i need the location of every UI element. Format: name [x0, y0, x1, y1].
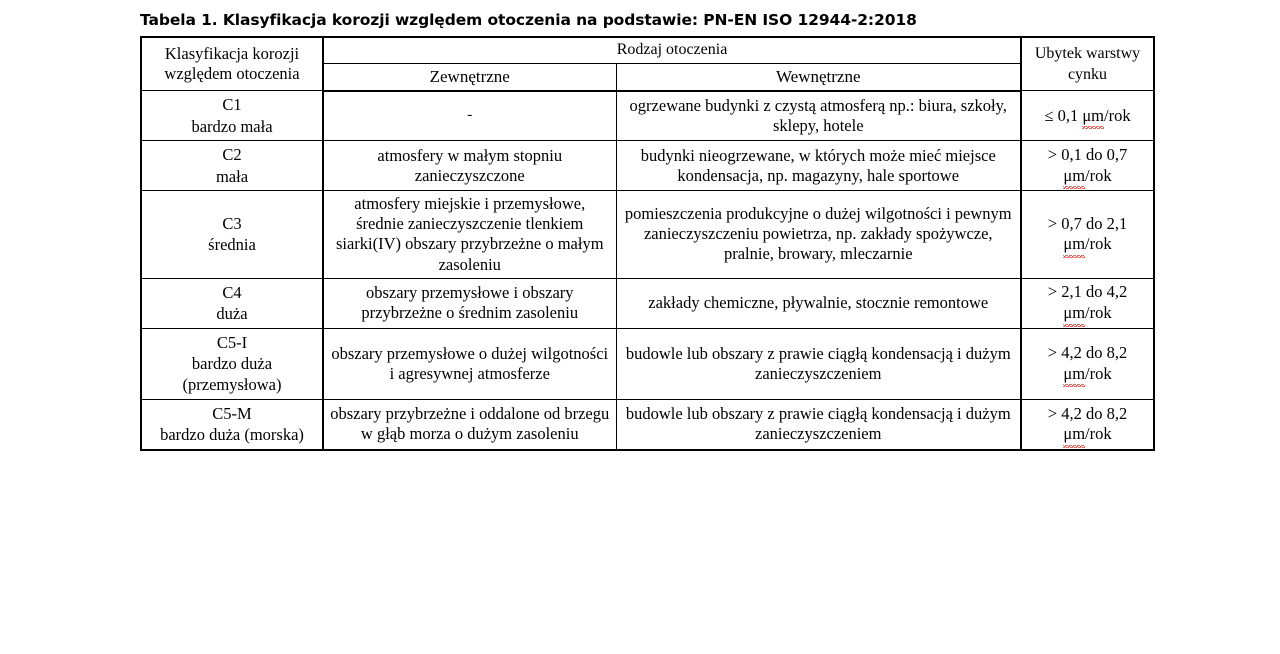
corrosion-class-code: C4: [222, 282, 242, 302]
header-external: Zewnętrzne: [323, 63, 616, 91]
cell-corrosion-class: [141, 141, 323, 191]
table-row: [141, 91, 1154, 141]
zinc-loss-unit-misspelled: μm: [1063, 234, 1086, 254]
zinc-loss-value: ≤ 0,1: [1044, 105, 1083, 125]
cell-external-environment: obszary przemysłowe o dużej wilgotności i agresywnej atmosferze: [323, 328, 616, 399]
cell-zinc-loss: [1021, 278, 1154, 328]
cell-zinc-loss: [1021, 399, 1154, 449]
corrosion-class-severity: mała: [215, 166, 249, 186]
zinc-loss-unit-suffix: /rok: [1085, 303, 1112, 323]
cell-corrosion-class: [141, 191, 323, 279]
table-container: [140, 36, 1153, 451]
zinc-loss-unit-suffix: /rok: [1085, 234, 1112, 254]
cell-internal-environment: zakłady chemiczne, pływalnie, stocznie remontowe: [616, 278, 1021, 328]
cell-zinc-loss: [1021, 141, 1154, 191]
corrosion-class-severity: bardzo mała: [191, 116, 273, 136]
table-row: [141, 278, 1154, 328]
cell-corrosion-class: [141, 278, 323, 328]
cell-internal-environment: budowle lub obszary z prawie ciągłą kondensacją i dużym zanieczyszczeniem: [616, 399, 1021, 449]
page-title: Tabela 1. Klasyfikacja korozji względem otoczenia na podstawie: PN-EN ISO 12944-2:2018: [140, 11, 917, 29]
cell-zinc-loss: [1021, 191, 1154, 279]
cell-external-environment: obszary przemysłowe i obszary przybrzeżne o średnim zasoleniu: [323, 278, 616, 328]
zinc-loss-value: > 4,2 do 8,2: [1047, 343, 1128, 363]
corrosion-class-code: C3: [222, 213, 242, 233]
table-row: [141, 191, 1154, 279]
table-header: [141, 37, 1154, 91]
corrosion-class-severity: średnia: [208, 235, 256, 255]
cell-internal-environment: pomieszczenia produkcyjne o dużej wilgotności i pewnym zanieczyszczeniu powietrza, np. zakłady spożywcze, pralnie, browary, mleczarnie: [616, 191, 1021, 279]
table-row: [141, 328, 1154, 399]
header-row-group: [141, 37, 1154, 63]
cell-corrosion-class: [141, 91, 323, 141]
table-row: [141, 399, 1154, 449]
corrosion-class-severity: duża: [216, 304, 248, 324]
corrosion-classification-table: [140, 36, 1155, 451]
table-body: [141, 91, 1154, 450]
cell-zinc-loss: [1021, 91, 1154, 141]
corrosion-class-code: C1: [222, 95, 242, 115]
zinc-loss-unit-misspelled: μm: [1063, 303, 1086, 323]
cell-external-environment: obszary przybrzeżne i oddalone od brzegu w głąb morza o dużym zasoleniu: [323, 399, 616, 449]
cell-zinc-loss: [1021, 328, 1154, 399]
cell-external-environment: -: [323, 91, 616, 141]
cell-corrosion-class: [141, 328, 323, 399]
zinc-loss-unit-misspelled: μm: [1063, 424, 1086, 444]
cell-external-environment: atmosfery w małym stopniu zanieczyszczone: [323, 141, 616, 191]
zinc-loss-unit-suffix: /rok: [1104, 105, 1131, 125]
cell-internal-environment: budynki nieogrzewane, w których może mieć miejsce kondensacja, np. magazyny, hale sportowe: [616, 141, 1021, 191]
header-internal: Wewnętrzne: [616, 63, 1021, 91]
zinc-loss-unit-suffix: /rok: [1085, 165, 1112, 185]
header-zinc-loss: Ubytek warstwy cynku: [1021, 37, 1154, 91]
table-row: [141, 141, 1154, 191]
corrosion-class-severity: bardzo duża (morska): [160, 425, 304, 445]
cell-corrosion-class: [141, 399, 323, 449]
zinc-loss-unit-misspelled: μm: [1063, 363, 1086, 383]
zinc-loss-value: > 4,2 do 8,2: [1047, 403, 1128, 423]
zinc-loss-unit-misspelled: μm: [1082, 105, 1105, 125]
cell-internal-environment: budowle lub obszary z prawie ciągłą kondensacją i dużym zanieczyszczeniem: [616, 328, 1021, 399]
zinc-loss-unit-misspelled: μm: [1063, 165, 1086, 185]
corrosion-class-code: C5-M: [212, 403, 252, 423]
cell-internal-environment: ogrzewane budynki z czystą atmosferą np.: biura, szkoły, sklepy, hotele: [616, 91, 1021, 141]
header-classification: Klasyfikacja korozji względem otoczenia: [141, 37, 323, 91]
header-environment-group: Rodzaj otoczenia: [323, 37, 1021, 63]
zinc-loss-value: > 0,1 do 0,7: [1047, 145, 1128, 165]
zinc-loss-unit-suffix: /rok: [1085, 363, 1112, 383]
corrosion-class-code: C5-I: [216, 332, 248, 352]
zinc-loss-value: > 2,1 do 4,2: [1047, 282, 1128, 302]
corrosion-class-severity: bardzo duża (przemysłowa): [182, 353, 282, 395]
cell-external-environment: atmosfery miejskie i przemysłowe, średnie zanieczyszczenie tlenkiem siarki(IV) obszary przybrzeżne o małym zasoleniu: [323, 191, 616, 279]
zinc-loss-value: > 0,7 do 2,1: [1047, 213, 1128, 233]
corrosion-class-code: C2: [222, 145, 242, 165]
zinc-loss-unit-suffix: /rok: [1085, 424, 1112, 444]
